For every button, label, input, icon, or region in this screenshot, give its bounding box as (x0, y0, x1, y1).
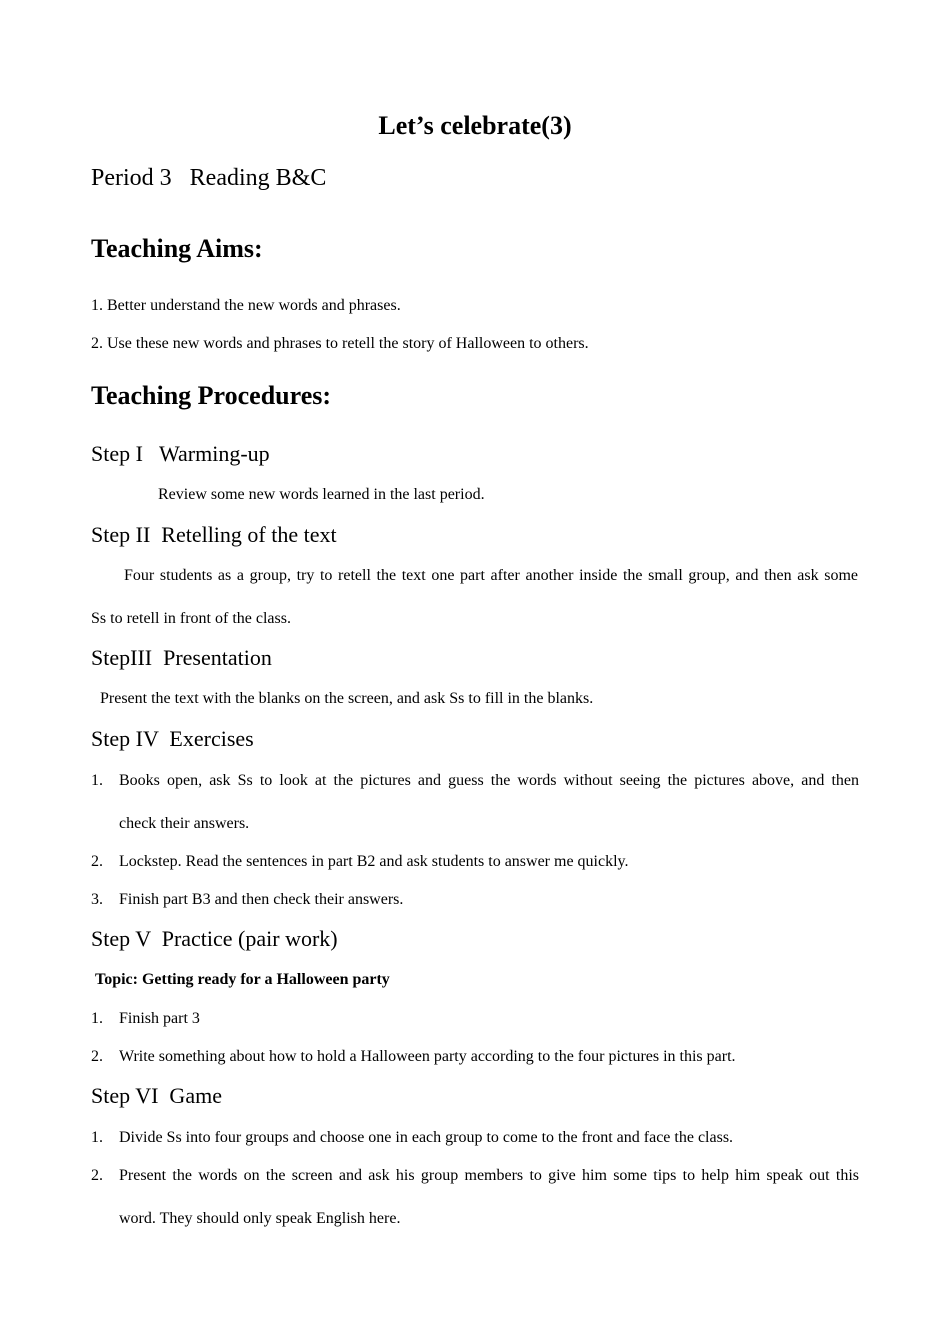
step-2-title: Step II Retelling of the text (91, 522, 337, 547)
list-number: 2. (91, 1167, 103, 1184)
teaching-procedures-heading: Teaching Procedures: (91, 381, 332, 410)
list-item-continuation: word. They should only speak English here. (119, 1210, 401, 1227)
list-item: Books open, ask Ss to look at the pictures and guess the words without seeing the pictures above, and then (119, 772, 859, 789)
list-item: Finish part 3 (119, 1010, 200, 1027)
step-1-title: Step I Warming-up (91, 441, 270, 466)
step-3-text: Present the text with the blanks on the screen, and ask Ss to fill in the blanks. (100, 690, 594, 707)
document-title: Let’s celebrate(3) (378, 111, 572, 140)
step-2-text-line1: Four students as a group, try to retell the text one part after another inside the small group, and then ask some (124, 567, 858, 584)
step-2-text-line2: Ss to retell in front of the class. (91, 610, 291, 627)
list-item-continuation: check their answers. (119, 815, 250, 832)
list-number: 1. (91, 1129, 103, 1146)
list-item: Write something about how to hold a Halloween party according to the four pictures in this part. (119, 1048, 736, 1065)
list-item: Lockstep. Read the sentences in part B2 and ask students to answer me quickly. (119, 853, 629, 870)
list-item: Present the words on the screen and ask his group members to give him some tips to help him speak out this (119, 1167, 859, 1184)
teaching-aims-heading: Teaching Aims: (91, 234, 263, 263)
list-item: Finish part B3 and then check their answers. (119, 891, 404, 908)
list-number: 1. (91, 1010, 103, 1027)
step-3-title: StepIII Presentation (91, 645, 272, 670)
step-1-text: Review some new words learned in the last period. (158, 486, 485, 503)
aim-item: 1. Better understand the new words and phrases. (91, 297, 401, 314)
list-number: 1. (91, 772, 103, 789)
step-5-topic: Topic: Getting ready for a Halloween party (95, 971, 390, 988)
list-item: Divide Ss into four groups and choose one in each group to come to the front and face the class. (119, 1129, 734, 1146)
list-number: 2. (91, 853, 103, 870)
period-heading: Period 3 Reading B&C (91, 165, 327, 191)
list-number: 3. (91, 891, 103, 908)
aim-item: 2. Use these new words and phrases to retell the story of Halloween to others. (91, 335, 589, 352)
step-5-title: Step V Practice (pair work) (91, 926, 338, 951)
step-6-title: Step VI Game (91, 1083, 222, 1108)
list-number: 2. (91, 1048, 103, 1065)
step-4-title: Step IV Exercises (91, 726, 254, 751)
